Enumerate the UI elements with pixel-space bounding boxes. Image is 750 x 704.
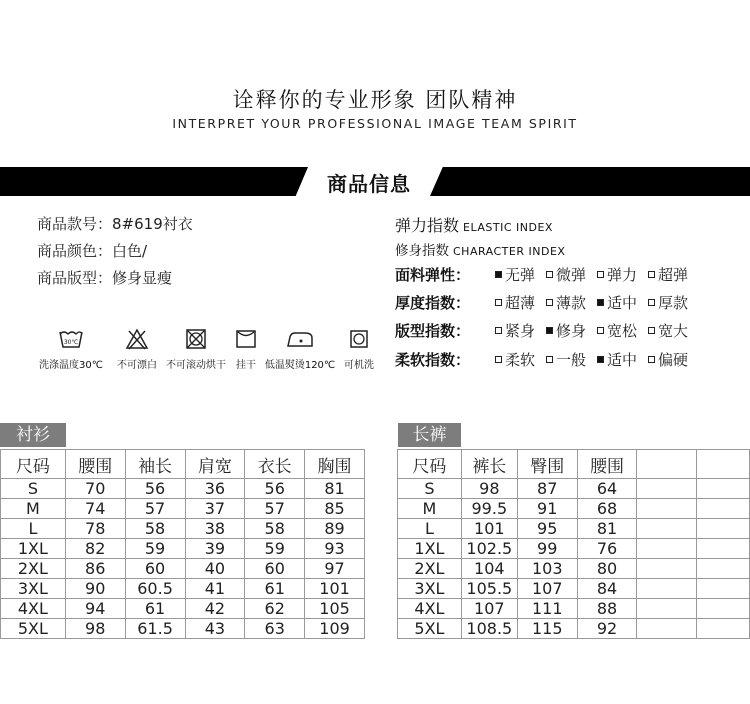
no-tumble-dry-icon bbox=[184, 328, 208, 350]
column-header: 衣长 bbox=[245, 450, 305, 479]
table-cell: 1XL bbox=[398, 539, 462, 559]
index-row-fit bbox=[395, 320, 699, 340]
table-cell: 98 bbox=[461, 479, 517, 499]
table-cell: 115 bbox=[517, 619, 577, 639]
table-cell: 105.5 bbox=[461, 579, 517, 599]
svg-text:30℃: 30℃ bbox=[63, 339, 79, 346]
index-row-thickness bbox=[395, 292, 699, 312]
index-row-softness bbox=[395, 349, 699, 369]
table-cell: L bbox=[398, 519, 462, 539]
product-fit: 商品版型：修身显瘦 bbox=[37, 269, 173, 287]
column-header: 腰围 bbox=[577, 450, 637, 479]
table-row bbox=[1, 579, 365, 599]
table-cell bbox=[697, 499, 750, 519]
table-cell: 43 bbox=[185, 619, 245, 639]
table-row bbox=[398, 539, 750, 559]
table-cell: 39 bbox=[185, 539, 245, 559]
column-header: 尺码 bbox=[398, 450, 462, 479]
table-row bbox=[1, 479, 365, 499]
table-cell: L bbox=[1, 519, 66, 539]
pants-size-table bbox=[397, 449, 750, 639]
table-cell: 101 bbox=[461, 519, 517, 539]
table-cell: 61 bbox=[245, 579, 305, 599]
table-cell bbox=[637, 599, 697, 619]
table-cell: 61 bbox=[125, 599, 185, 619]
table-cell: 111 bbox=[517, 599, 577, 619]
iron-low-icon bbox=[285, 328, 315, 350]
table-cell: 89 bbox=[305, 519, 365, 539]
table-cell bbox=[637, 559, 697, 579]
table-cell: 63 bbox=[245, 619, 305, 639]
table-cell: 90 bbox=[65, 579, 125, 599]
table-cell: 80 bbox=[577, 559, 637, 579]
column-header: 胸围 bbox=[305, 450, 365, 479]
table-cell bbox=[637, 619, 697, 639]
table-cell: 87 bbox=[517, 479, 577, 499]
machine-wash-icon bbox=[348, 328, 370, 350]
index-option: 厚款 bbox=[648, 292, 688, 313]
column-header bbox=[637, 450, 697, 479]
column-header: 腰围 bbox=[65, 450, 125, 479]
character-index-en: CHARACTER INDEX bbox=[453, 245, 566, 258]
product-color: 商品颜色：白色/ bbox=[37, 242, 148, 260]
table-cell: 94 bbox=[65, 599, 125, 619]
table-row bbox=[398, 499, 750, 519]
table-row bbox=[398, 559, 750, 579]
tab-pants: 长裤 bbox=[398, 423, 461, 447]
checkbox-empty-icon bbox=[648, 299, 655, 306]
table-cell: 56 bbox=[125, 479, 185, 499]
table-cell bbox=[697, 599, 750, 619]
table-cell: 61.5 bbox=[125, 619, 185, 639]
table-cell bbox=[637, 499, 697, 519]
index-option: 偏硬 bbox=[648, 349, 688, 370]
index-row-elasticity bbox=[395, 264, 699, 284]
elastic-index-en: ELASTIC INDEX bbox=[463, 221, 553, 234]
table-cell: 76 bbox=[577, 539, 637, 559]
no-bleach-icon bbox=[125, 328, 149, 350]
table-cell: 109 bbox=[305, 619, 365, 639]
table-cell: 108.5 bbox=[461, 619, 517, 639]
table-cell: 57 bbox=[125, 499, 185, 519]
slogan-cn: 诠释你的专业形象 团队精神 bbox=[232, 88, 518, 112]
table-cell: 60 bbox=[125, 559, 185, 579]
table-row bbox=[1, 619, 365, 639]
slogan-en: INTERPRET YOUR PROFESSIONAL IMAGE TEAM SPIRIT bbox=[172, 116, 578, 131]
elastic-index-cn: 弹力指数 bbox=[395, 216, 460, 235]
checkbox-filled-icon bbox=[597, 299, 604, 306]
table-cell: 57 bbox=[245, 499, 305, 519]
table-cell: 107 bbox=[461, 599, 517, 619]
care-no-tumble-dry: 不可滚动烘干 bbox=[162, 328, 230, 371]
index-option: 无弹 bbox=[495, 264, 535, 285]
table-cell: 102.5 bbox=[461, 539, 517, 559]
table-cell: 99.5 bbox=[461, 499, 517, 519]
table-row bbox=[1, 599, 365, 619]
table-cell: 97 bbox=[305, 559, 365, 579]
column-header: 裤长 bbox=[461, 450, 517, 479]
table-cell: 81 bbox=[577, 519, 637, 539]
table-cell: 41 bbox=[185, 579, 245, 599]
table-cell: 37 bbox=[185, 499, 245, 519]
hang-dry-icon bbox=[234, 328, 258, 350]
table-cell bbox=[697, 539, 750, 559]
column-header: 袖长 bbox=[125, 450, 185, 479]
table-cell: 92 bbox=[577, 619, 637, 639]
checkbox-empty-icon bbox=[546, 356, 553, 363]
checkbox-empty-icon bbox=[495, 299, 502, 306]
table-cell: 3XL bbox=[1, 579, 66, 599]
checkbox-empty-icon bbox=[648, 327, 655, 334]
table-cell bbox=[637, 479, 697, 499]
table-cell: 104 bbox=[461, 559, 517, 579]
care-machine-wash: 可机洗 bbox=[340, 328, 378, 371]
table-cell bbox=[697, 579, 750, 599]
table-row bbox=[1, 499, 365, 519]
table-cell: 91 bbox=[517, 499, 577, 519]
table-cell bbox=[697, 479, 750, 499]
checkbox-empty-icon bbox=[495, 327, 502, 334]
elastic-index-title bbox=[395, 213, 553, 236]
table-cell: 85 bbox=[305, 499, 365, 519]
table-cell: 36 bbox=[185, 479, 245, 499]
table-cell bbox=[697, 519, 750, 539]
table-cell: 58 bbox=[125, 519, 185, 539]
table-row bbox=[398, 599, 750, 619]
title-band-right bbox=[430, 167, 750, 196]
index-option: 适中 bbox=[597, 292, 637, 313]
wash-30-icon bbox=[58, 328, 84, 350]
care-hang-dry: 挂干 bbox=[232, 328, 260, 371]
care-iron-low: 低温熨烫120℃ bbox=[262, 328, 338, 371]
column-header: 臀围 bbox=[517, 450, 577, 479]
index-option: 宽松 bbox=[597, 320, 637, 341]
table-cell: 81 bbox=[305, 479, 365, 499]
index-option: 一般 bbox=[546, 349, 586, 370]
table-row bbox=[398, 479, 750, 499]
checkbox-empty-icon bbox=[546, 299, 553, 306]
index-option: 超弹 bbox=[648, 264, 688, 285]
index-label: 面料弹性： bbox=[395, 265, 471, 284]
table-cell: 4XL bbox=[398, 599, 462, 619]
column-header bbox=[697, 450, 750, 479]
table-cell: 42 bbox=[185, 599, 245, 619]
index-option: 弹力 bbox=[597, 264, 637, 285]
table-cell: 101 bbox=[305, 579, 365, 599]
table-cell: 56 bbox=[245, 479, 305, 499]
product-model: 商品款号：8#619衬衣 bbox=[37, 215, 193, 233]
index-option: 宽大 bbox=[648, 320, 688, 341]
title-band-left bbox=[0, 167, 308, 196]
column-header: 肩宽 bbox=[185, 450, 245, 479]
checkbox-empty-icon bbox=[597, 271, 604, 278]
table-cell: 93 bbox=[305, 539, 365, 559]
index-label: 厚度指数： bbox=[395, 293, 471, 312]
table-cell: 86 bbox=[65, 559, 125, 579]
table-cell: 95 bbox=[517, 519, 577, 539]
index-option: 微弹 bbox=[546, 264, 586, 285]
table-cell: 105 bbox=[305, 599, 365, 619]
table-cell bbox=[697, 619, 750, 639]
checkbox-empty-icon bbox=[597, 327, 604, 334]
table-cell: 74 bbox=[65, 499, 125, 519]
index-option: 适中 bbox=[597, 349, 637, 370]
table-cell: 82 bbox=[65, 539, 125, 559]
table-row bbox=[398, 519, 750, 539]
table-cell: 70 bbox=[65, 479, 125, 499]
tab-shirt: 衬衫 bbox=[0, 423, 66, 447]
table-cell: 88 bbox=[577, 599, 637, 619]
character-index-cn: 修身指数 bbox=[395, 243, 449, 259]
table-cell: 1XL bbox=[1, 539, 66, 559]
index-option: 超薄 bbox=[495, 292, 535, 313]
care-wash-30: 30℃ 洗涤温度30℃ bbox=[35, 328, 107, 371]
checkbox-empty-icon bbox=[546, 271, 553, 278]
table-cell: 60.5 bbox=[125, 579, 185, 599]
table-cell bbox=[637, 579, 697, 599]
index-option: 柔软 bbox=[495, 349, 535, 370]
index-option: 修身 bbox=[546, 320, 586, 341]
table-cell: 103 bbox=[517, 559, 577, 579]
table-cell: 40 bbox=[185, 559, 245, 579]
index-label: 版型指数： bbox=[395, 321, 471, 340]
table-row bbox=[1, 519, 365, 539]
table-cell bbox=[637, 539, 697, 559]
index-label: 柔软指数： bbox=[395, 350, 471, 369]
table-cell: 2XL bbox=[1, 559, 66, 579]
table-cell: 58 bbox=[245, 519, 305, 539]
table-cell: M bbox=[398, 499, 462, 519]
table-row bbox=[398, 619, 750, 639]
table-row bbox=[1, 539, 365, 559]
checkbox-empty-icon bbox=[648, 271, 655, 278]
table-cell bbox=[637, 519, 697, 539]
table-row bbox=[398, 579, 750, 599]
table-cell: 59 bbox=[245, 539, 305, 559]
table-cell: 5XL bbox=[398, 619, 462, 639]
checkbox-empty-icon bbox=[648, 356, 655, 363]
character-index-title bbox=[395, 239, 565, 259]
checkbox-filled-icon bbox=[597, 356, 604, 363]
column-header: 尺码 bbox=[1, 450, 66, 479]
table-cell bbox=[697, 559, 750, 579]
table-cell: 62 bbox=[245, 599, 305, 619]
care-no-bleach: 不可漂白 bbox=[112, 328, 162, 371]
index-option: 紧身 bbox=[495, 320, 535, 341]
table-cell: 68 bbox=[577, 499, 637, 519]
table-cell: 84 bbox=[577, 579, 637, 599]
table-cell: 99 bbox=[517, 539, 577, 559]
table-cell: 38 bbox=[185, 519, 245, 539]
table-row bbox=[1, 559, 365, 579]
table-cell: 2XL bbox=[398, 559, 462, 579]
index-option: 薄款 bbox=[546, 292, 586, 313]
shirt-size-table bbox=[0, 449, 365, 639]
table-cell: 78 bbox=[65, 519, 125, 539]
checkbox-empty-icon bbox=[495, 356, 502, 363]
table-cell: 107 bbox=[517, 579, 577, 599]
table-cell: 60 bbox=[245, 559, 305, 579]
checkbox-filled-icon bbox=[546, 327, 553, 334]
table-cell: M bbox=[1, 499, 66, 519]
table-cell: S bbox=[398, 479, 462, 499]
table-cell: 4XL bbox=[1, 599, 66, 619]
table-cell: 5XL bbox=[1, 619, 66, 639]
table-cell: 59 bbox=[125, 539, 185, 559]
table-cell: 98 bbox=[65, 619, 125, 639]
checkbox-filled-icon bbox=[495, 271, 502, 278]
table-cell: 64 bbox=[577, 479, 637, 499]
table-cell: S bbox=[1, 479, 66, 499]
section-title: 商品信息 bbox=[327, 172, 411, 196]
table-cell: 3XL bbox=[398, 579, 462, 599]
